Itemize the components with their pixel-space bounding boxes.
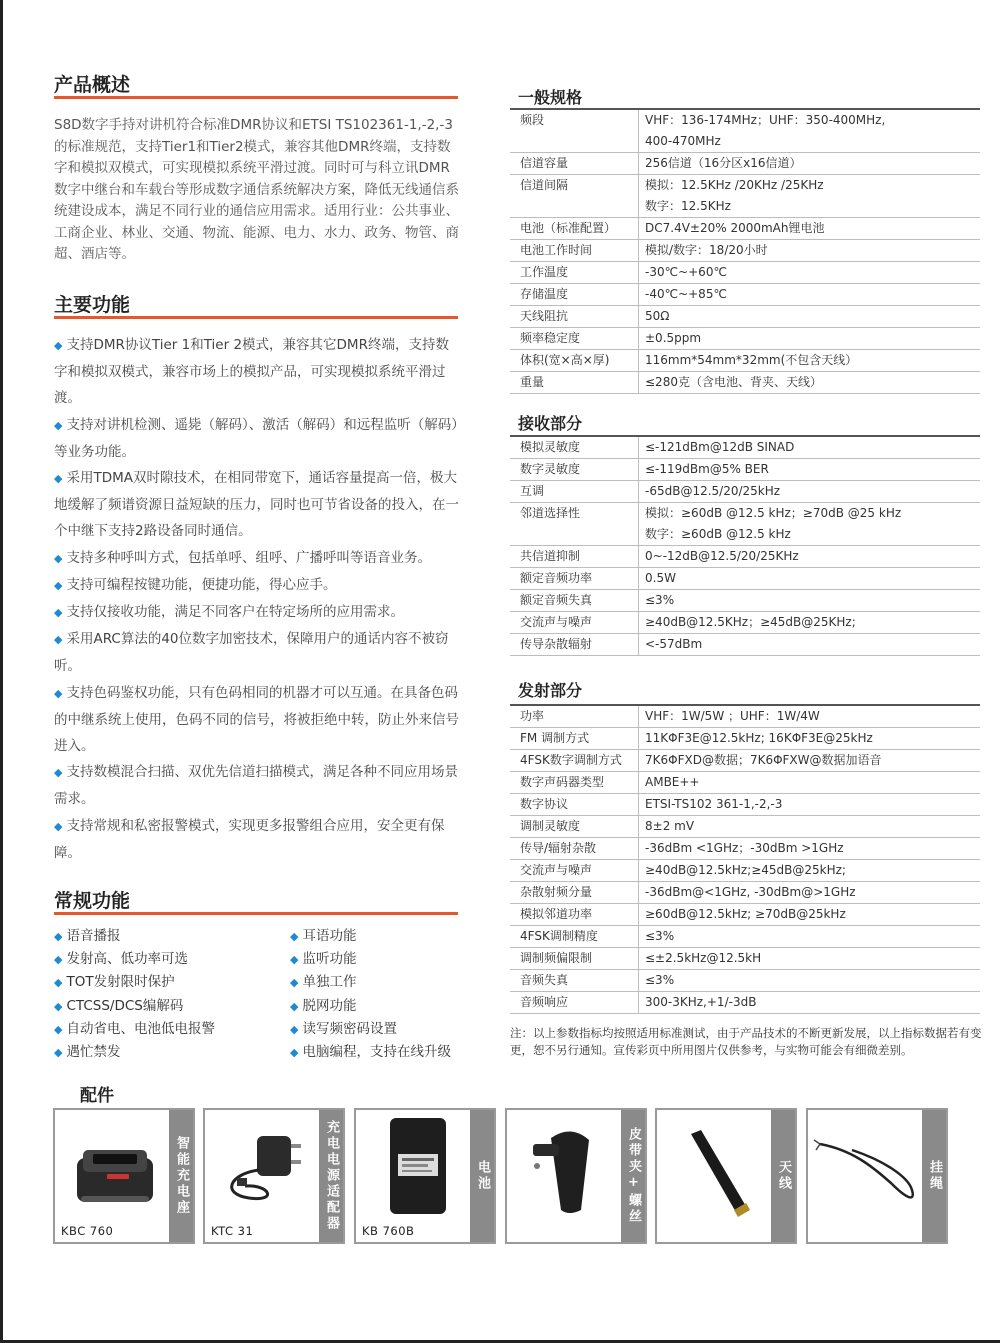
general-feature-item (54, 971, 290, 994)
spec-value (639, 153, 981, 175)
spec-value-line: <-57dBm (645, 637, 703, 651)
main-feature-item (54, 759, 462, 812)
general-feature-text: 脱网功能 (302, 997, 357, 1014)
diamond-bullet-icon: ◆ (54, 418, 63, 432)
accessory-card (655, 1108, 797, 1244)
spec-key: 存储温度 (510, 284, 639, 306)
spec-row (510, 306, 980, 328)
general-feature-text: 单独工作 (302, 974, 357, 991)
spec-value (639, 728, 981, 750)
main-feature-text: 支持常规和私密报警模式，实现更多报警组合应用，安全更有保障。 (54, 817, 445, 861)
spec-key: FM 调制方式 (510, 728, 639, 750)
general-feature-text: 语音播报 (66, 928, 121, 944)
spec-key: 音频响应 (510, 992, 639, 1014)
spec-row (510, 634, 980, 656)
main-feature-item (54, 572, 462, 599)
accessory-label-bar (169, 1110, 193, 1242)
spec-value-line: ≤±2.5kHz@12.5kH (645, 951, 762, 965)
general-feature-item (290, 1041, 474, 1064)
spec-row (510, 262, 980, 284)
disclaimer-note: 注：以上参数指标均按照适用标准测试，由于产品技术的不断更新发展，以上指标数据若有变更，恕不另行通知。宣传彩页中所用图片仅供参考，与实物可能会有细微差别。 (510, 1026, 982, 1057)
accessory-label: 挂绳 (927, 1160, 942, 1192)
general-feature-text: CTCSS/DCS编解码 (66, 997, 184, 1014)
accessory-card (806, 1108, 948, 1244)
main-feature-text: 支持对讲机检测、遥毙（解码）、激活（解码）和远程监听（解码）等业务功能。 (54, 416, 458, 460)
diamond-bullet-icon: ◆ (54, 686, 63, 700)
spec-row (510, 218, 980, 240)
diamond-bullet-icon: ◆ (54, 1022, 63, 1036)
diamond-bullet-icon: ◆ (54, 339, 63, 352)
spec-value-line: 300-3KHz,+1/-3dB (645, 995, 757, 1009)
spec-value (639, 992, 981, 1014)
spec-transmit-title: 发射部分 (518, 681, 583, 700)
spec-value-line: 400-470MHz (645, 134, 721, 148)
spec-row (510, 970, 980, 992)
spec-key: 邻道选择性 (510, 503, 639, 546)
spec-key: 4FSK调制精度 (510, 926, 639, 948)
spec-row (510, 459, 980, 481)
spec-value-line: 数字：≥60dB @12.5 kHz (645, 527, 791, 541)
spec-value-line: ≤3% (645, 929, 675, 943)
diamond-bullet-icon: ◆ (290, 1022, 299, 1036)
spec-value (639, 350, 981, 372)
spec-key: 共信道抑制 (510, 546, 639, 568)
spec-value (639, 284, 981, 306)
spec-row (510, 772, 980, 794)
spec-value-line: 模拟/数字：18/20小时 (645, 243, 768, 257)
diamond-bullet-icon: ◆ (54, 606, 63, 620)
spec-row (510, 612, 980, 634)
main-features-list (54, 332, 462, 866)
diamond-bullet-icon: ◆ (290, 999, 299, 1013)
main-feature-text: 支持可编程按键功能，便捷功能，得心应手。 (66, 576, 337, 593)
accessory-card (354, 1108, 496, 1244)
spec-row (510, 481, 980, 503)
spec-value-line: -36dBm <1GHz；-30dBm >1GHz (645, 841, 844, 855)
main-feature-text: 支持色码鉴权功能，只有色码相同的机器才可以互通。在具备色码的中继系统上使用，色码不同的信号，将被拒绝中转，防止外来信号进入。 (54, 684, 459, 755)
spec-key: 重量 (510, 372, 639, 394)
general-feature-item (290, 948, 474, 971)
spec-key: 音频失真 (510, 970, 639, 992)
spec-value-line: 模拟：12.5KHz /20KHz /25KHz (645, 178, 824, 192)
diamond-bullet-icon: ◆ (54, 578, 63, 592)
overview-rule (54, 96, 458, 99)
spec-value (639, 860, 981, 882)
spec-row (510, 794, 980, 816)
diamond-bullet-icon: ◆ (54, 999, 63, 1013)
spec-value (639, 882, 981, 904)
spec-key: 工作温度 (510, 262, 639, 284)
spec-row (510, 926, 980, 948)
general-feature-text: 读写频密码设置 (302, 1020, 397, 1037)
charger-base-icon (59, 1114, 171, 1218)
accessory-model: KTC 31 (211, 1224, 254, 1238)
main-feature-text: 支持数模混合扫描、双优先信道扫描模式，满足各种不同应用场景需求。 (54, 764, 458, 808)
spec-value-line: ≤3% (645, 973, 675, 987)
spec-value-line: ≤-119dBm@5% BER (645, 462, 769, 476)
spec-value-line: ≥60dB@12.5kHz; ≥70dB@25kHz (645, 907, 846, 921)
spec-row (510, 175, 980, 218)
general-features-rule (54, 912, 458, 915)
spec-value-line: DC7.4V±20% 2000mAh锂电池 (645, 221, 825, 235)
spec-value-line: 256信道（16分区x16信道） (645, 156, 802, 170)
overview-text: S8D数字手持对讲机符合标准DMR协议和ETSI TS102361-1,-2,-3的标准规范，支持Tier1和Tier2模式，兼容其他DMR终端，支持数字和模拟双模式，可实现模拟系统平滑过渡。同时可与科立讯DMR数字中继台和车载台等形成数字通信系统解决方案，降低无线通信系统建设成本，满足不同行业的通信应用需求。适用行业：公共事业、工商企业、林业、交通、物流、能源、电力、水力、政务、物管、商超、酒店等。 (54, 117, 459, 262)
spec-key: 信道间隔 (510, 175, 639, 218)
spec-key: 信道容量 (510, 153, 639, 175)
spec-value-line: ≥40dB@12.5kHz;≥45dB@25kHz; (645, 863, 846, 877)
spec-value (639, 794, 981, 816)
spec-value (639, 772, 981, 794)
spec-row (510, 882, 980, 904)
spec-value (639, 459, 981, 481)
spec-value-line: 0~-12dB@12.5/20/25KHz (645, 549, 799, 563)
spec-row (510, 153, 980, 175)
diamond-bullet-icon: ◆ (54, 766, 63, 780)
spec-key: 数字灵敏度 (510, 459, 639, 481)
spec-key: 模拟灵敏度 (510, 436, 639, 459)
spec-row (510, 838, 980, 860)
accessory-label-bar (621, 1110, 645, 1242)
spec-key: 额定音频功率 (510, 568, 639, 590)
spec-value (639, 262, 981, 284)
spec-value-line: 数字：12.5KHz (645, 199, 731, 213)
spec-row (510, 705, 980, 728)
spec-key: 4FSK数字调制方式 (510, 750, 639, 772)
spec-general-title: 一般规格 (518, 88, 583, 107)
spec-value-line: 50Ω (645, 309, 670, 323)
general-feature-text: 监听功能 (302, 951, 357, 968)
spec-value (639, 481, 981, 503)
accessory-label: 充电电源适配器 (324, 1120, 339, 1232)
spec-row (510, 240, 980, 262)
spec-key: 额定音频失真 (510, 590, 639, 612)
spec-key: 天线阻抗 (510, 306, 639, 328)
diamond-bullet-icon: ◆ (54, 472, 63, 486)
spec-value (639, 705, 981, 728)
general-feature-text: 遇忙禁发 (66, 1044, 121, 1061)
spec-value (639, 590, 981, 612)
accessories-title: 配件 (80, 1086, 114, 1106)
main-feature-text: 采用ARC算法的40位数字加密技术，保障用户的通话内容不被窃听。 (54, 631, 449, 675)
accessory-card (203, 1108, 345, 1244)
general-feature-item (54, 948, 290, 971)
spec-value-line: -40℃~+85℃ (645, 287, 727, 301)
spec-value-line: ≤280克（含电池、背夹、天线） (645, 375, 822, 389)
spec-key: 数字协议 (510, 794, 639, 816)
general-feature-text: TOT发射限时保护 (66, 974, 175, 991)
accessory-label: 电池 (475, 1160, 490, 1192)
spec-key: 体积(宽×高×厚) (510, 350, 639, 372)
diamond-bullet-icon: ◆ (54, 953, 63, 967)
main-feature-item (54, 599, 462, 626)
general-features-title: 常规功能 (54, 890, 131, 912)
spec-row (510, 350, 980, 372)
diamond-bullet-icon: ◆ (290, 976, 299, 990)
spec-value-line: ETSI-TS102 361-1,-2,-3 (645, 797, 783, 811)
spec-value (639, 436, 981, 459)
main-feature-text: 采用TDMA双时隙技术，在相同带宽下，通话容量提高一倍，极大地缓解了频谱资源日益短缺的压力，同时也可节省设备的投入，在一个中继下支持2路设备同时通信。 (54, 470, 459, 540)
spec-row (510, 860, 980, 882)
spec-key: 传导杂散辐射 (510, 634, 639, 656)
main-features-rule (54, 316, 458, 319)
spec-row (510, 109, 980, 153)
spec-value (639, 838, 981, 860)
spec-value-line: AMBE++ (645, 775, 700, 789)
spec-value (639, 816, 981, 838)
main-feature-item (54, 545, 462, 572)
lanyard-icon (812, 1114, 924, 1218)
spec-key: 调制灵敏度 (510, 816, 639, 838)
spec-key: 频率稳定度 (510, 328, 639, 350)
diamond-bullet-icon: ◆ (290, 930, 299, 943)
diamond-bullet-icon: ◆ (54, 976, 63, 990)
spec-value (639, 372, 981, 394)
accessory-card (505, 1108, 647, 1244)
general-feature-item (54, 925, 290, 948)
diamond-bullet-icon: ◆ (54, 1046, 63, 1060)
main-feature-item (54, 680, 462, 760)
general-feature-item (54, 1018, 290, 1041)
spec-row (510, 503, 980, 546)
belt-clip-icon (511, 1114, 623, 1218)
spec-value-line: ≤3% (645, 593, 675, 607)
spec-row (510, 546, 980, 568)
spec-value-line: 0.5W (645, 571, 676, 585)
spec-receive-title: 接收部分 (518, 414, 583, 433)
spec-row (510, 328, 980, 350)
spec-key: 交流声与噪声 (510, 612, 639, 634)
spec-row (510, 750, 980, 772)
main-feature-item (54, 813, 462, 866)
spec-value-line: ≥40dB@12.5KHz；≥45dB@25KHz; (645, 615, 856, 629)
spec-key: 调制频偏限制 (510, 948, 639, 970)
spec-row (510, 284, 980, 306)
accessory-label: 智能充电座 (174, 1136, 189, 1216)
accessory-label-bar (771, 1110, 795, 1242)
general-feature-item (290, 995, 474, 1018)
spec-value (639, 904, 981, 926)
spec-value (639, 218, 981, 240)
general-feature-text: 耳语功能 (302, 928, 357, 944)
general-feature-item (290, 971, 474, 994)
spec-row (510, 992, 980, 1014)
general-feature-item (290, 925, 474, 948)
diamond-bullet-icon: ◆ (54, 633, 63, 647)
accessory-label-bar (922, 1110, 946, 1242)
main-feature-item (54, 412, 462, 465)
accessory-label: 皮带夹+螺丝 (626, 1127, 641, 1225)
general-feature-text: 发射高、低功率可选 (66, 951, 188, 968)
spec-key: 杂散射频分量 (510, 882, 639, 904)
accessory-card (53, 1108, 195, 1244)
spec-value-line: 8±2 mV (645, 819, 695, 833)
accessory-label-bar (319, 1110, 343, 1242)
spec-value (639, 109, 981, 153)
spec-row (510, 568, 980, 590)
general-feature-text: 自动省电、电池低电报警 (66, 1020, 215, 1037)
general-features-grid (54, 925, 474, 1064)
accessory-label-bar (470, 1110, 494, 1242)
spec-row (510, 590, 980, 612)
main-feature-text: 支持仅接收功能，满足不同客户在特定场所的应用需求。 (66, 604, 404, 621)
spec-value-line: -65dB@12.5/20/25kHz (645, 484, 781, 498)
spec-row (510, 816, 980, 838)
battery-icon (360, 1114, 472, 1218)
spec-general-table (510, 108, 980, 394)
spec-value-line: 116mm*54mm*32mm(不包含天线） (645, 353, 858, 367)
accessory-model: KBC 760 (61, 1224, 114, 1238)
diamond-bullet-icon: ◆ (290, 1046, 299, 1060)
main-feature-item (54, 465, 462, 545)
main-feature-item (54, 626, 462, 679)
spec-value (639, 970, 981, 992)
diamond-bullet-icon: ◆ (54, 551, 63, 565)
power-adapter-icon (209, 1114, 321, 1218)
main-feature-text: 支持DMR协议Tier 1和Tier 2模式，兼容其它DMR终端，支持数字和模拟双模式，兼容市场上的模拟产品，可实现模拟系统平滑过渡。 (54, 337, 449, 407)
spec-key: 频段 (510, 109, 639, 153)
spec-key: 数字声码器类型 (510, 772, 639, 794)
accessory-label: 天线 (776, 1160, 791, 1192)
main-feature-item (54, 332, 462, 412)
spec-value-line: ±0.5ppm (645, 331, 702, 345)
spec-row (510, 436, 980, 459)
spec-value-line: 11KΦF3E@12.5kHz; 16KΦF3E@25kHz (645, 731, 873, 745)
diamond-bullet-icon: ◆ (54, 930, 63, 943)
spec-key: 互调 (510, 481, 639, 503)
spec-value (639, 306, 981, 328)
spec-value (639, 546, 981, 568)
spec-key: 电池工作时间 (510, 240, 639, 262)
diamond-bullet-icon: ◆ (54, 819, 63, 833)
spec-value-line: -30℃~+60℃ (645, 265, 727, 279)
main-features-title: 主要功能 (54, 294, 131, 316)
antenna-icon (661, 1114, 773, 1218)
general-feature-item (54, 1041, 290, 1064)
general-feature-text: 电脑编程，支持在线升级 (302, 1044, 451, 1061)
spec-value-line: 模拟：≥60dB @12.5 kHz；≥70dB @25 kHz (645, 506, 902, 520)
spec-row (510, 904, 980, 926)
spec-key: 交流声与噪声 (510, 860, 639, 882)
spec-transmit-table (510, 704, 980, 1014)
spec-value-line: 7K6ΦFXD@数据；7K6ΦFXW@数据加语音 (645, 753, 882, 767)
spec-value (639, 175, 981, 218)
spec-value (639, 503, 981, 546)
general-feature-item (290, 1018, 474, 1041)
spec-receive-table (510, 435, 980, 656)
spec-key: 功率 (510, 705, 639, 728)
spec-value-line: VHF：1W/5W ；UHF：1W/4W (645, 709, 820, 723)
overview-title: 产品概述 (54, 74, 131, 96)
diamond-bullet-icon: ◆ (290, 953, 299, 967)
spec-row (510, 728, 980, 750)
spec-value (639, 612, 981, 634)
spec-value (639, 328, 981, 350)
spec-value-line: -36dBm@<1GHz, -30dBm@>1GHz (645, 885, 856, 899)
spec-value (639, 634, 981, 656)
accessory-model: KB 760B (362, 1224, 415, 1238)
general-feature-item (54, 995, 290, 1018)
main-feature-text: 支持多种呼叫方式，包括单呼、组呼、广播呼叫等语音业务。 (66, 549, 431, 566)
spec-key: 电池（标准配置） (510, 218, 639, 240)
spec-value (639, 240, 981, 262)
spec-value (639, 750, 981, 772)
spec-key: 模拟邻道功率 (510, 904, 639, 926)
spec-value-line: ≤-121dBm@12dB SINAD (645, 440, 795, 454)
spec-value (639, 926, 981, 948)
spec-value-line: VHF：136-174MHz；UHF：350-400MHz, (645, 113, 886, 127)
spec-key: 传导/辐射杂散 (510, 838, 639, 860)
spec-value (639, 568, 981, 590)
spec-row (510, 372, 980, 394)
spec-row (510, 948, 980, 970)
spec-value (639, 948, 981, 970)
